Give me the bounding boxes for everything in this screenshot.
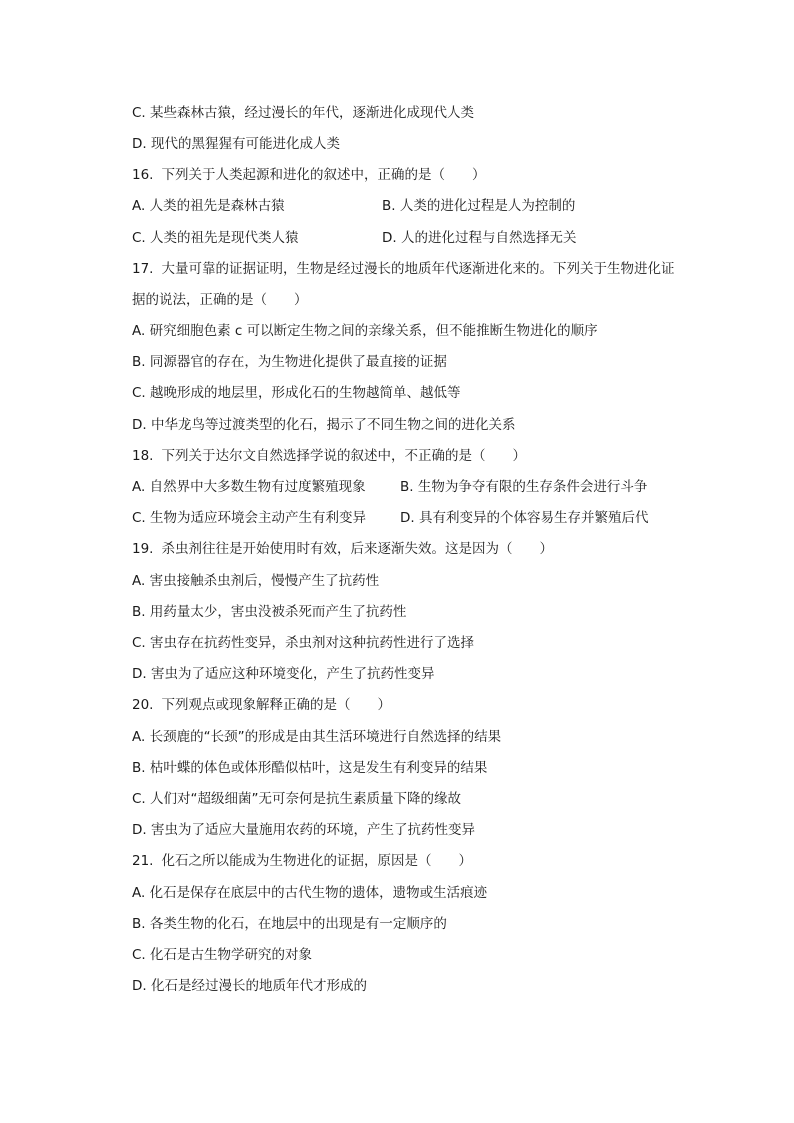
question-number: 19. bbox=[132, 541, 154, 557]
option-text: C. 人类的祖先是现代类人猿 bbox=[132, 230, 299, 246]
question-text: 大量可靠的证据证明，生物是经过漫长的地质年代逐渐进化来的。下列关于生物进化证 bbox=[161, 261, 675, 277]
question-text: 下列关于达尔文自然选择学说的叙述中，不正确的是（ ） bbox=[161, 448, 526, 464]
q17-stem-line1 bbox=[132, 260, 674, 278]
q18-option-c bbox=[132, 509, 366, 527]
question-text: 据的说法，正确的是（ ） bbox=[132, 292, 308, 308]
q20-stem bbox=[132, 696, 391, 714]
option-text: D. 现代的黑猩猩有可能进化成人类 bbox=[132, 136, 340, 152]
q15-option-d bbox=[132, 135, 340, 153]
option-text: B. 各类生物的化石，在地层中的出现是有一定顺序的 bbox=[132, 916, 447, 932]
q18-option-a bbox=[132, 478, 366, 496]
option-text: A. 研究细胞色素 c 可以断定生物之间的亲缘关系，但不能推断生物进化的顺序 bbox=[132, 323, 598, 339]
option-text: A. 害虫接触杀虫剂后，慢慢产生了抗药性 bbox=[132, 573, 380, 589]
q20-option-d bbox=[132, 821, 475, 839]
q20-option-a bbox=[132, 728, 501, 746]
option-text: A. 自然界中大多数生物有过度繁殖现象 bbox=[132, 479, 366, 495]
q16-option-d bbox=[382, 229, 576, 247]
q21-option-d bbox=[132, 977, 367, 995]
option-text: D. 人的进化过程与自然选择无关 bbox=[382, 230, 577, 246]
option-text: C. 某些森林古猿，经过漫长的年代，逐渐进化成现代人类 bbox=[132, 105, 475, 121]
q16-stem bbox=[132, 166, 485, 184]
question-number: 16. bbox=[132, 167, 154, 183]
question-number: 17. bbox=[132, 261, 154, 277]
q18-option-b bbox=[400, 478, 647, 496]
q19-option-a bbox=[132, 572, 379, 590]
q19-option-b bbox=[132, 603, 406, 621]
q17-option-a bbox=[132, 322, 598, 340]
option-text: C. 化石是古生物学研究的对象 bbox=[132, 947, 313, 963]
q18-option-d bbox=[400, 509, 648, 527]
option-text: B. 生物为争夺有限的生存条件会进行斗争 bbox=[400, 479, 648, 495]
q18-stem bbox=[132, 447, 526, 465]
question-text: 下列观点或现象解释正确的是（ ） bbox=[161, 697, 391, 713]
q20-option-b bbox=[132, 759, 487, 777]
option-text: A. 长颈鹿的“长颈”的形成是由其生活环境进行自然选择的结果 bbox=[132, 729, 502, 745]
option-text: B. 人类的进化过程是人为控制的 bbox=[382, 198, 576, 214]
q17-option-b bbox=[132, 353, 447, 371]
q17-option-c bbox=[132, 384, 461, 402]
option-text: C. 越晚形成的地层里，形成化石的生物越简单、越低等 bbox=[132, 385, 461, 401]
question-number: 18. bbox=[132, 448, 154, 464]
q19-stem bbox=[132, 540, 553, 558]
option-text: D. 害虫为了适应大量施用农药的环境，产生了抗药性变异 bbox=[132, 822, 475, 838]
q21-option-a bbox=[132, 884, 487, 902]
q17-option-d bbox=[132, 416, 515, 434]
q20-option-c bbox=[132, 790, 461, 808]
question-text: 杀虫剂往往是开始使用时有效，后来逐渐失效。这是因为（ ） bbox=[161, 541, 553, 557]
q16-option-b bbox=[382, 197, 575, 215]
option-text: B. 枯叶蝶的体色或体形酷似枯叶，这是发生有利变异的结果 bbox=[132, 760, 488, 776]
q19-option-d bbox=[132, 665, 434, 683]
option-text: C. 人们对“超级细菌”无可奈何是抗生素质量下降的缘故 bbox=[132, 791, 461, 807]
option-text: B. 用药量太少，害虫没被杀死而产生了抗药性 bbox=[132, 604, 407, 620]
option-text: C. 害虫存在抗药性变异，杀虫剂对这种抗药性进行了选择 bbox=[132, 635, 475, 651]
q16-option-a bbox=[132, 197, 285, 215]
option-text: A. 人类的祖先是森林古猿 bbox=[132, 198, 285, 214]
option-text: A. 化石是保存在底层中的古代生物的遗体，遗物或生活痕迹 bbox=[132, 885, 488, 901]
q15-option-c bbox=[132, 104, 474, 122]
option-text: D. 化石是经过漫长的地质年代才形成的 bbox=[132, 978, 367, 994]
question-text: 化石之所以能成为生物进化的证据，原因是（ ） bbox=[161, 853, 472, 869]
q19-option-c bbox=[132, 634, 474, 652]
question-number: 21. bbox=[132, 853, 154, 869]
option-text: D. 中华龙鸟等过渡类型的化石，揭示了不同生物之间的进化关系 bbox=[132, 417, 516, 433]
q16-option-c bbox=[132, 229, 299, 247]
q17-stem-line2 bbox=[132, 291, 308, 309]
q21-stem bbox=[132, 852, 472, 870]
option-text: C. 生物为适应环境会主动产生有利变异 bbox=[132, 510, 367, 526]
q21-option-c bbox=[132, 946, 312, 964]
q21-option-b bbox=[132, 915, 447, 933]
question-text: 下列关于人类起源和进化的叙述中，正确的是（ ） bbox=[161, 167, 486, 183]
option-text: B. 同源器官的存在，为生物进化提供了最直接的证据 bbox=[132, 354, 447, 370]
option-text: D. 具有利变异的个体容易生存并繁殖后代 bbox=[400, 510, 649, 526]
option-text: D. 害虫为了适应这种环境变化，产生了抗药性变异 bbox=[132, 666, 435, 682]
question-number: 20. bbox=[132, 697, 154, 713]
